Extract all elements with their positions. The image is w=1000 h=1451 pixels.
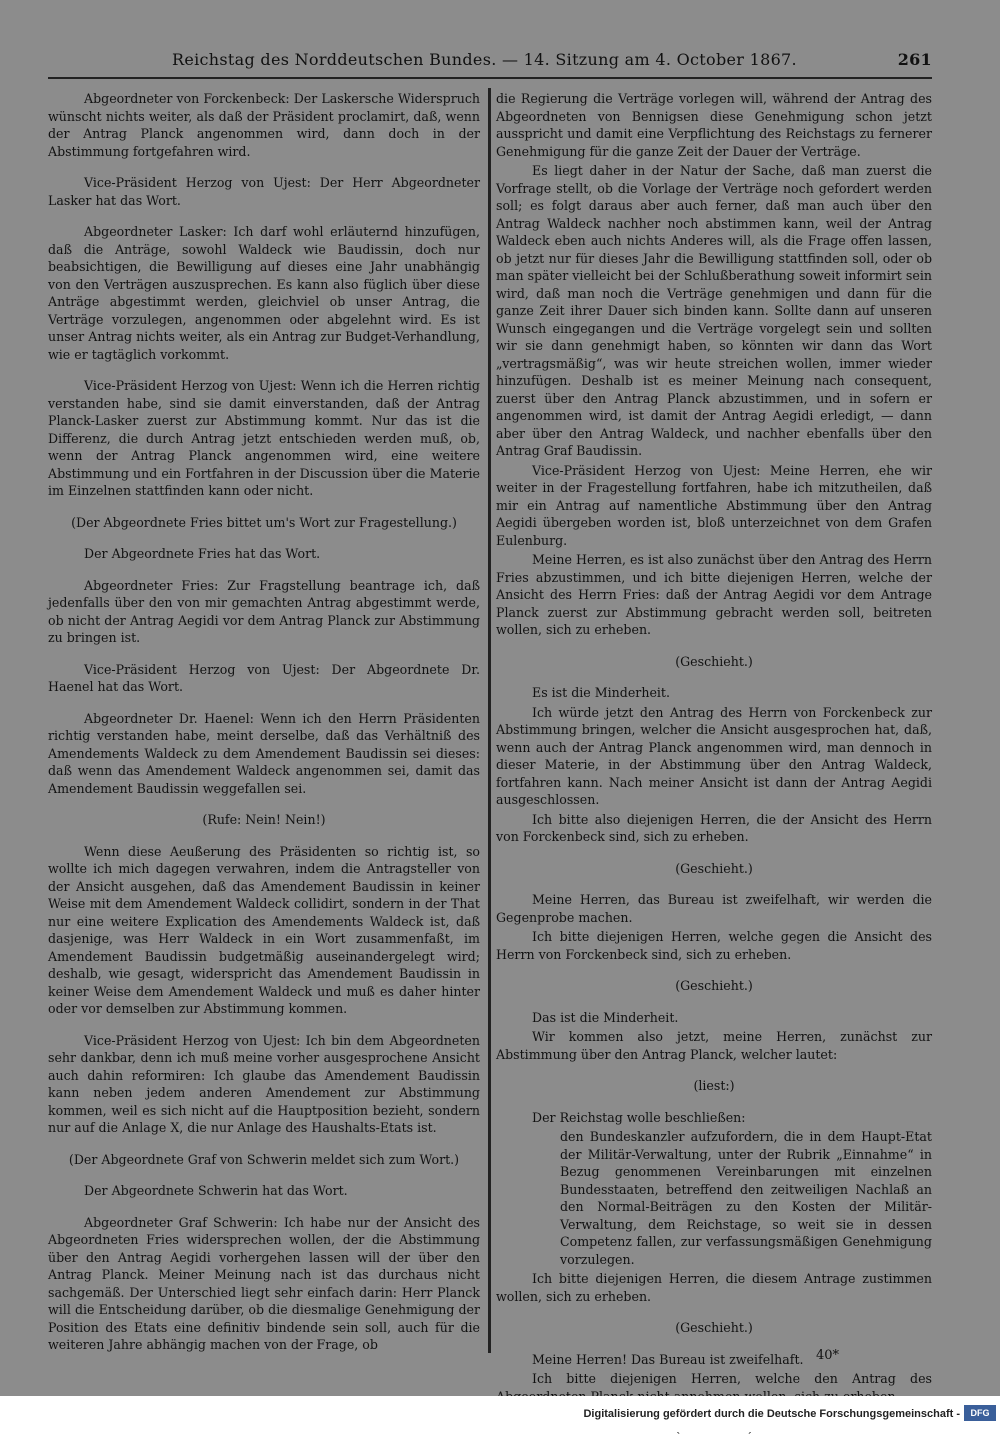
paragraph: Es liegt daher in der Natur der Sache, daß man zuerst die Vorfrage stellt, ob die Vorlage der Verträge noch gefordert werden soll; es folgt daraus aber auch ferner, daß man auch über den Antrag Waldeck nachher noch abstimmen kann, weil der Antrag Waldeck eben auch nichts Anderes will, als die Frage offen lassen, ob jetzt nur für dieses Jahr die Bewilligung stattfinden soll, oder ob man später vielleicht bei der Schlußberathung soweit informirt sein wird, daß man noch die Verträge genehmigen und dann für die ganze Zeit ihrer Dauer sich binden kann. Sollte dann auf unseren Wunsch eingegangen und die Verträge vorgelegt sein und sollten wir sie dann genehmigt haben, so könnten wir dann das Wort „vertragsmäßig“, was wir heute streichen wollen, immer wieder hinzufügen. Deshalb ist es meiner Meinung nach consequent, zuerst über den Antrag Planck abzustimmen, und in sofern er angenommen wird, ist damit der Antrag Aegidi erledigt, — dann aber über den Antrag Waldeck, und nachher ebenfalls über den Antrag Graf Baudissin. (496, 163, 932, 458)
paragraph: Ich bitte diejenigen Herren, die diesem Antrage zustimmen wollen, sich zu erheben. (496, 1271, 932, 1304)
paragraph: Vice-Präsident Herzog von Ujest: Meine Herren, ehe wir weiter in der Fragestellung fortfahren, habe ich mitzutheilen, daß mir ein Antrag auf namentliche Abstimmung über den Antrag Aegidi übergeben worden ist, bloß unterzeichnet von dem Grafen Eulenburg. (496, 462, 932, 548)
paragraph: Vice-Präsident Herzog von Ujest: Wenn ich die Herren richtig verstanden habe, sind sie damit einverstanden, daß der Antrag Planck-Lasker zuerst zur Abstimmung kommt. Nur das ist die Differenz, die durch Antrag jetzt entschieden werden muß, ob, wenn der Antrag Planck angenommen wird, eine weitere Abstimmung und ein Fortfahren in der Discussion über die Materie im Einzelnen stattfinden kann oder nicht. (48, 378, 480, 498)
paragraph: Ich bitte diejenigen Herren, welche den Antrag des (532, 1371, 932, 1386)
paragraph: Vice-Präsident Herzog von Ujest: Der Herr Abgeordneter Lasker hat das Wort. (48, 175, 480, 208)
paragraph: Der Abgeordnete Schwerin hat das Wort. (84, 1183, 348, 1198)
paragraph: Meine Herren, es ist also zunächst über den Antrag des Herrn Fries abzustimmen, und ich bitte diejenigen Herren, welche der Ansicht des Herrn Fries: daß der Antrag Aegidi vor dem Antrage Planck zuerst zur Abstimmung gebracht werden soll, beitreten wollen, sich zu erheben. (496, 552, 932, 637)
paragraph: Abgeordneter von Forckenbeck: Der Laskersche Widerspruch wünscht nichts weiter, als daß der Präsident proclamirt, daß, wenn der Antrag Planck angenommen wird, dann doch in der Abstimmung fortgefahren wird. (48, 91, 480, 159)
paragraph: Meine Herren, das Bureau ist zweifelhaft, wir werden die Gegenprobe machen. (496, 892, 932, 925)
page-number: 261 (897, 50, 932, 69)
stage-direction: (Geschieht.) (675, 1320, 753, 1335)
right-column (496, 90, 932, 1451)
funding-credit: Digitalisierung gefördert durch die Deutsche Forschungsgemeinschaft - (583, 1408, 960, 1420)
stage-direction: (Der Abgeordnete Fries bittet um's Wort zur Fragestellung.) (71, 514, 457, 530)
paragraph: Ich bitte also diejenigen Herren, die der Ansicht des Herrn von Forckenbeck sind, sich zu erheben. (496, 811, 932, 844)
running-header (52, 46, 932, 74)
stage-direction: (Geschieht.) (675, 978, 753, 993)
quoted-motion-intro: Der Reichstag wolle beschließen: (532, 1109, 746, 1125)
paragraph: Abgeordneter Fries: Zur Fragstellung beantrage ich, daß jedenfalls über den von mir gemachten Antrag abgestimmt werde, ob nicht der Antrag Aegidi vor dem Antrag Planck zur Abstimmung zu bringen ist. (48, 577, 480, 645)
paragraph: Das ist die Minderheit. (532, 1009, 679, 1025)
header-title: Reichstag des Norddeutschen Bundes. — 14. Sitzung am 4. October 1867. (172, 50, 797, 69)
quoted-motion-text: den Bundeskanzler aufzufordern, die in dem Haupt-Etat der Militär-Verwaltung, unter der Rubrik „Einnahme“ in Bezug genommenen Vereinbarungen mit einzelnen Bundesstaaten, betreffend den zeitweiligen Nachlaß an den Normal-Beiträgen zu den Kosten der Militär-Verwaltung, dem Reichstage, so weit sie in dessen Competenz fallen, zur verfassungsmäßigen Genehmigung vorzulegen. (560, 1129, 932, 1267)
paragraph: die Regierung die Verträge vorlegen will, während der Antrag des Abgeordneten von Bennigsen diese Genehmigung schon jetzt ausspricht und damit eine Verpflichtung des Reichstags zu fernerer Genehmigung für die ganze Zeit der Dauer der Verträge. (496, 91, 932, 159)
paragraph: Vice-Präsident Herzog von Ujest: Der Abgeordnete Dr. Haenel hat das Wort. (48, 661, 480, 694)
stage-direction: (Geschieht.) (675, 860, 753, 876)
paragraph: Abgeordneter Graf Schwerin: Ich habe nur der Ansicht des Abgeordneten Fries widersprechen wollen, der die Abstimmung über den Antrag Aegidi vorhergehen lassen will der über den Antrag Planck. Meiner Meinung nach ist das durchaus nicht sachgemäß. Der Unterschied liegt sehr einfach darin: Herr Planck will die Entscheidung darüber, ob die diesmalige Genehmigung der Position des Etats eine definitiv bindende sein soll, auch für die weiteren Jahre abhängig machen von der Frage, ob (48, 1214, 480, 1352)
paragraph: Der Abgeordnete Fries hat das Wort. (84, 546, 321, 561)
paragraph: Ich würde jetzt den Antrag des Herrn von Forckenbeck zur Abstimmung bringen, welcher die Ansicht ausgesprochen hat, daß, wenn auch der Antrag Planck angenommen wird, man dennoch in dieser Materie, in der Abstimmung über den Antrag Waldeck, fortfahren kann. Nach meiner Ansicht ist dann der Antrag Aegidi ausgeschlossen. (496, 704, 932, 807)
digitization-footer (0, 1396, 1000, 1432)
paragraph: Es ist die Minderheit. (532, 685, 670, 700)
signature-mark: 40* (816, 1348, 840, 1363)
left-column (48, 90, 480, 1368)
paragraph: Wenn diese Aeußerung des Präsidenten so richtig ist, so wollte ich mich dagegen verwahren, indem die Antragsteller von der Ansicht ausgehen, daß das Amendement Baudissin in keiner Weise mit dem Amendement Waldeck collidirt, sondern in der That nur eine weitere Explication des Amendements Waldeck ist, daß dasjenige, was Herr Waldeck in ein Wort zusammenfaßt, im Amendement Baudissin budgetmäßig auseinandergelegt wird; deshalb, wie gesagt, widerspricht das Amendement Baudissin in keiner Weise dem Amendement Waldeck und muß es daher hinter oder vor demselben zur Abstimmung kommen. (48, 843, 480, 1016)
paragraph: Abgeordneter Dr. Haenel: Wenn ich den Herrn Präsidenten richtig verstanden habe, meint derselbe, daß das Verhältniß des Amendements Waldeck zu dem Amendement Baudissin sei dieses: daß wenn das Amendement Waldeck angenommen sei, damit das Amendement Baudissin weggefallen sei. (48, 710, 480, 796)
paragraph: Meine Herren! Das Bureau ist zweifelhaft. (532, 1351, 804, 1367)
stage-direction: (Rufe: Nein! Nein!) (202, 812, 326, 827)
column-divider (488, 88, 491, 1353)
paragraph: Abgeordneter Lasker: Ich darf wohl erläuternd hinzufügen, daß die Anträge, sowohl Waldeck wie Baudissin, doch nur beabsichtigen, die Bewilligung auf dieses eine Jahr unabhängig von den Verträgen auszusprechen. Es kann also füglich über diese Anträge abgestimmt werden, gleichviel ob unser Antrag, die Verträge vorzulegen, angenommen oder abgelehnt wird. Es ist unser Antrag nichts weiter, als ein Antrag zur Budget-Verhandlung, wie er tagtäglich vorkommt. (48, 224, 480, 362)
paragraph: Wir kommen also jetzt, meine Herren, zunächst zur Abstimmung über den Antrag Planck, welcher lautet: (496, 1029, 932, 1062)
stage-direction: (liest:) (693, 1078, 735, 1093)
header-rule (48, 77, 932, 79)
paragraph: Ich bitte diejenigen Herren, welche gegen die Ansicht des Herrn von Forckenbeck sind, sich zu erheben. (496, 929, 932, 962)
stage-direction: (Der Abgeordnete Graf von Schwerin meldet sich zum Wort.) (68, 1151, 460, 1167)
paragraph: Vice-Präsident Herzog von Ujest: Ich bin dem Abgeordneten sehr dankbar, denn ich muß meine vorher ausgesprochene Ansicht auch dahin reformiren: Ich glaube das Amendement Baudissin kann neben jedem anderen Amendement zur Abstimmung kommen, weil es sich nicht auf die Hauptposition bezieht, sondern nur auf die Anlage X, die nur Anlage des Haushalts-Etats ist. (48, 1032, 480, 1135)
dfg-logo: DFG (964, 1405, 996, 1421)
stage-direction: (Geschieht.) (675, 653, 753, 669)
